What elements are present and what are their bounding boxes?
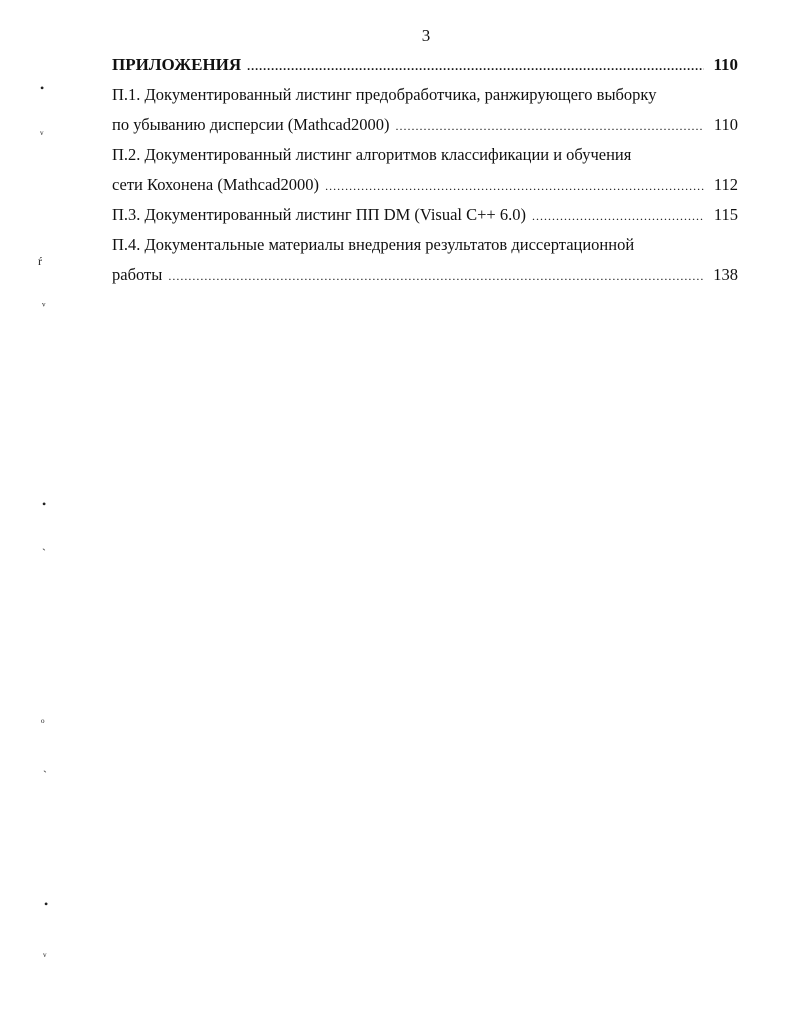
scan-speck: • [40, 81, 45, 95]
scan-speck: ŕ [38, 254, 42, 268]
toc-entry-text: работы [112, 265, 163, 284]
scan-speck: • [42, 497, 47, 511]
scan-speck: ˋ [42, 546, 46, 560]
toc-heading [112, 50, 738, 80]
toc-entry [112, 80, 738, 140]
toc-entry-text: сети Кохонена (Mathcad2000) [112, 175, 320, 194]
toc-entry-page: 115 [713, 205, 738, 224]
scan-speck: • [44, 897, 49, 911]
toc-entry-line1 [112, 80, 738, 110]
scan-speck: ᵥ [43, 945, 47, 959]
toc-entry-text: П.3. Документированный листинг ПП DM (Visual С++ 6.0) [112, 205, 526, 224]
dot-leader [168, 261, 704, 291]
toc-entry [112, 230, 738, 290]
toc-entry-line2 [112, 260, 738, 290]
dot-leader [532, 201, 704, 231]
toc-entry-line2 [112, 110, 738, 140]
toc-heading-page: 110 [713, 55, 738, 74]
toc-entry-page: 138 [713, 265, 738, 284]
toc-entry-line1 [112, 230, 738, 260]
toc-entry-text: П.1. Документированный листинг предобработчика, ранжирующего выборку [112, 85, 657, 104]
scan-speck: ᵛ [42, 299, 46, 313]
toc-entry [112, 200, 738, 230]
page-number: 3 [421, 26, 431, 45]
toc-entry-text: по убыванию дисперсии (Mathcad2000) [112, 115, 390, 134]
toc-entry-text: П.4. Документальные материалы внедрения результатов диссертационной [112, 235, 635, 254]
toc-entry [112, 140, 738, 200]
dot-leader [325, 171, 704, 201]
scan-speck: ᵥ [40, 123, 44, 137]
toc-entry-line1 [112, 140, 738, 170]
toc-entry-line1 [112, 200, 738, 230]
table-of-contents [112, 50, 738, 290]
scan-speck: ˎ [43, 759, 47, 773]
dot-leader [396, 111, 704, 141]
toc-heading-title: ПРИЛОЖЕНИЯ [112, 55, 242, 74]
toc-entry-page: 110 [713, 115, 738, 134]
scan-speck: ₒ [41, 711, 45, 725]
toc-entry-page: 112 [713, 175, 738, 194]
toc-entry-text: П.2. Документированный листинг алгоритмов классификации и обучения [112, 145, 632, 164]
dot-leader [247, 51, 704, 81]
toc-entry-line2 [112, 170, 738, 200]
